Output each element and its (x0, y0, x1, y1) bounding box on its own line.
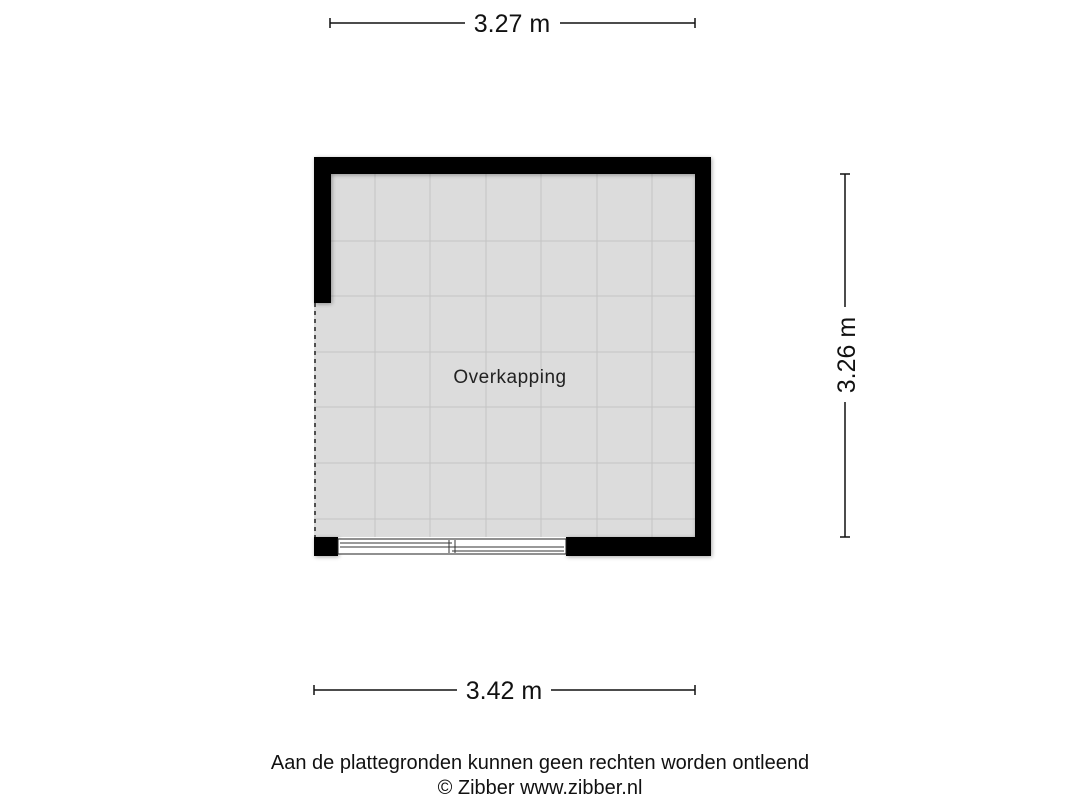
top-dimension-label: 3.27 m (473, 10, 551, 38)
wall-top (314, 157, 711, 174)
room-label: Overkapping (453, 367, 567, 388)
disclaimer-text: Aan de plattegronden kunnen geen rechten worden ontleend (270, 752, 810, 774)
sliding-door (338, 539, 566, 554)
right-dimension-label: 3.26 m (833, 316, 861, 394)
room-floor (314, 174, 695, 537)
wall-left-upper (314, 157, 331, 303)
wall-right (695, 157, 711, 556)
wall-bottom-left (314, 537, 338, 556)
wall-bottom-right (566, 537, 711, 556)
bottom-dimension (314, 677, 695, 705)
right-dimension (833, 174, 861, 537)
bottom-dimension-label: 3.42 m (465, 677, 543, 705)
top-dimension (330, 10, 695, 38)
copyright-text: © Zibber www.zibber.nl (437, 777, 643, 799)
